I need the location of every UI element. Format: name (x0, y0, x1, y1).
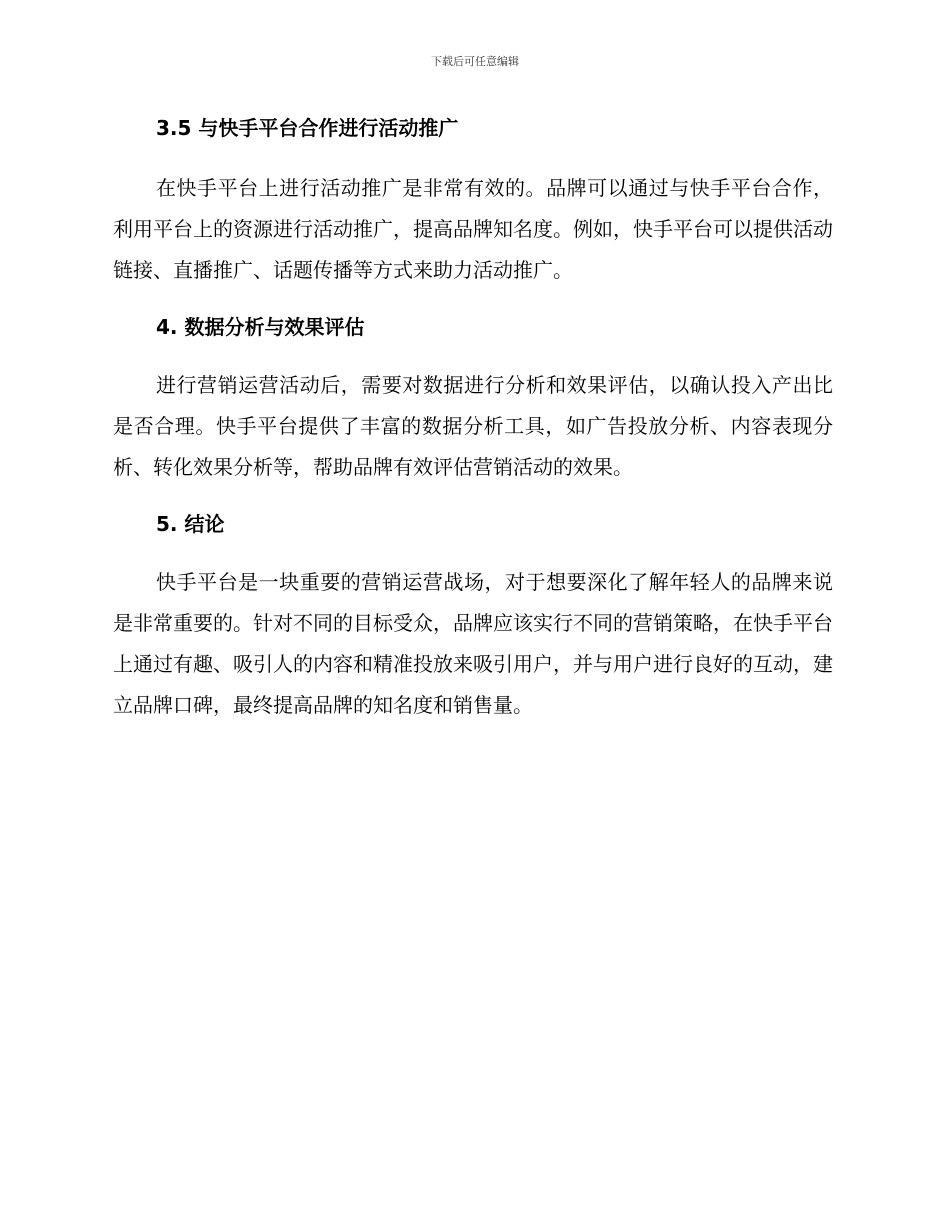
document-body (113, 112, 833, 726)
section-paragraph-conclusion: 快手平台是一块重要的营销运营战场，对于想要深化了解年轻人的品牌来说是非常重要的。针对不同的目标受众，品牌应该实行不同的营销策略，在快手平台上通过有趣、吸引人的内容和精准投放来吸引用户，并与用户进行良好的互动，建立品牌口碑，最终提高品牌的知名度和销售量。 (113, 570, 833, 717)
section-heading-activity-promotion: 3.5 与快手平台合作进行活动推广 (156, 116, 459, 140)
section-paragraph-activity-promotion: 在快手平台上进行活动推广是非常有效的。品牌可以通过与快手平台合作，利用平台上的资源进行活动推广，提高品牌知名度。例如，快手平台可以提供活动链接、直播推广、话题传播等方式来助力活动推广。 (113, 176, 833, 282)
section-heading-data-analysis: 4. 数据分析与效果评估 (156, 315, 365, 339)
section-heading-conclusion: 5. 结论 (156, 512, 225, 536)
section-paragraph-data-analysis: 进行营销运营活动后，需要对数据进行分析和效果评估，以确认投入产出比是否合理。快手平台提供了丰富的数据分析工具，如广告投放分析、内容表现分析、转化效果分析等，帮助品牌有效评估营销活动的效果。 (113, 373, 833, 479)
page-header-note: 下载后可任意编辑 (431, 55, 519, 68)
